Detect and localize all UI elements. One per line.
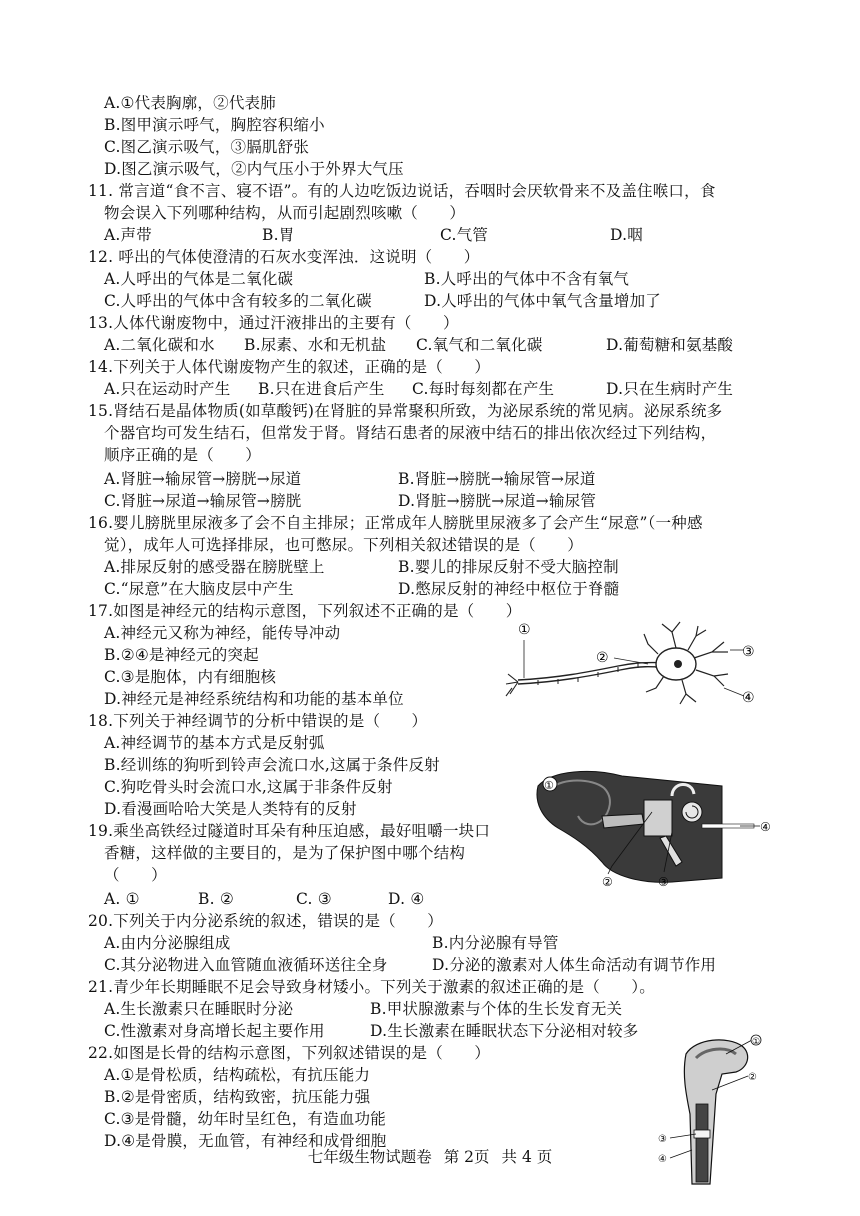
q15-option-c: C.肾脏→尿道→输尿管→膀胱	[104, 492, 302, 510]
q22-option-d: D.④是骨膜，无血管，有神经和成骨细胞	[104, 1132, 387, 1150]
q21-option-c: C.性激素对身高增长起主要作用	[104, 1022, 325, 1040]
q20-option-d: D.分泌的激素对人体生命活动有调节作用	[432, 956, 717, 974]
page-footer	[0, 1146, 860, 1168]
q18-stem: 18.下列关于神经调节的分析中错误的是（ ）	[88, 712, 428, 730]
q16-option-a: A.排尿反射的感受器在膀胱壁上	[104, 558, 325, 576]
q20-option-a: A.由内分泌腺组成	[104, 934, 231, 952]
ear-label-1: ①	[544, 779, 554, 792]
q12-option-a: A.人呼出的气体是二氧化碳	[104, 270, 294, 288]
q11-stem-line2: 物会误入下列哪种结构，从而引起剧烈咳嗽（ ）	[104, 204, 466, 222]
q13-option-d: D.葡萄糖和氨基酸	[606, 336, 734, 354]
q18-option-a: A.神经调节的基本方式是反射弧	[104, 734, 325, 752]
q21-option-a: A.生长激素只在睡眠时分泌	[104, 1000, 294, 1018]
q20-option-b: B.内分泌腺有导管	[432, 934, 559, 952]
q21-stem: 21.青少年长期睡眠不足会导致身材矮小。下列关于激素的叙述正确的是（ ）。	[88, 978, 656, 996]
q11-stem-line1: 11. 常言道“食不言、寝不语”。有的人边吃饭边说话，吞咽时会厌软骨来不及盖住喉口，食	[88, 182, 716, 200]
q14-option-c: C.每时每刻都在产生	[412, 380, 555, 398]
q13-option-a: A.二氧化碳和水	[104, 336, 215, 354]
q15-option-a: A.肾脏→输尿管→膀胱→尿道	[104, 470, 302, 488]
q10-option-a: A.①代表胸廓，②代表肺	[104, 94, 276, 112]
q19-option-d: D. ④	[388, 890, 425, 908]
q15-stem-line3: 顺序正确的是（ ）	[104, 446, 262, 464]
q17-option-d: D.神经元是神经系统结构和功能的基本单位	[104, 690, 404, 708]
ear-label-3: ③	[658, 875, 669, 889]
long-bone-diagram	[656, 1034, 768, 1194]
q22-stem: 22.如图是长骨的结构示意图，下列叙述错误的是（ ）	[88, 1044, 491, 1062]
q11-option-c: C.气管	[440, 226, 489, 244]
q12-stem: 12. 呼出的气体使澄清的石灰水变浑浊．这说明（ ）	[88, 248, 480, 266]
q16-stem-line2: 觉），成年人可选择排尿，也可憋尿。下列相关叙述错误的是（ ）	[104, 536, 583, 554]
q19-option-a: A. ①	[104, 890, 140, 908]
q20-option-c: C.其分泌物进入血管随血液循环送往全身	[104, 956, 388, 974]
q16-option-b: B.婴儿的排尿反射不受大脑控制	[398, 558, 619, 576]
q10-option-c: C.图乙演示吸气，③膈肌舒张	[104, 138, 310, 156]
neuron-label-4: ④	[742, 690, 755, 706]
q13-option-b: B.尿素、水和无机盐	[244, 336, 387, 354]
q14-stem: 14.下列关于人体代谢废物产生的叙述，正确的是（ ）	[88, 358, 491, 376]
q13-option-c: C.氧气和二氧化碳	[416, 336, 543, 354]
q12-option-d: D.人呼出的气体中氧气含量增加了	[424, 292, 662, 310]
bone-label-3: ③	[658, 1134, 667, 1145]
q10-option-b: B.图甲演示呼气，胸腔容积缩小	[104, 116, 325, 134]
neuron-label-3: ③	[742, 644, 755, 660]
q22-option-b: B.②是骨密质，结构致密，抗压能力强	[104, 1088, 371, 1106]
neuron-label-2: ②	[596, 650, 609, 666]
footer-page-number: 第 2页	[443, 1148, 490, 1166]
bone-label-1: ①	[752, 1037, 761, 1047]
ear-diagram	[532, 766, 778, 890]
q22-option-a: A.①是骨松质，结构疏松，有抗压能力	[104, 1066, 371, 1084]
q17-stem: 17.如图是神经元的结构示意图，下列叙述不正确的是（ ）	[88, 602, 522, 620]
q12-option-b: B.人呼出的气体中不含有氧气	[424, 270, 630, 288]
q15-stem-line1: 15.肾结石是晶体物质(如草酸钙)在肾脏的异常聚积所致，为泌尿系统的常见病。泌尿系统多	[88, 402, 723, 420]
q16-option-d: D.憋尿反射的神经中枢位于脊髓	[398, 580, 620, 598]
q16-option-c: C.“尿意”在大脑皮层中产生	[104, 580, 294, 598]
bone-label-4: ④	[658, 1154, 667, 1165]
q17-option-a: A.神经元又称为神经，能传导冲动	[104, 624, 341, 642]
q18-option-b: B.经训练的狗听到铃声会流口水,这属于条件反射	[104, 756, 440, 774]
q17-option-c: C.③是胞体，内有细胞核	[104, 668, 277, 686]
neuron-diagram	[498, 614, 788, 710]
q19-option-b: B. ②	[198, 890, 234, 908]
q14-option-d: D.只在生病时产生	[606, 380, 734, 398]
q16-stem-line1: 16.婴儿膀胱里尿液多了会不自主排尿；正常成年人膀胱里尿液多了会产生“尿意”（一种感	[88, 514, 703, 532]
q19-stem-line2: 香糖，这样做的主要目的，是为了保护图中哪个结构	[104, 844, 466, 862]
q20-stem: 20.下列关于内分泌系统的叙述，错误的是（ ）	[88, 912, 443, 930]
q22-option-c: C.③是骨髓，幼年时呈红色，有造血功能	[104, 1110, 386, 1128]
bone-label-2: ②	[748, 1072, 757, 1083]
q21-option-d: D.生长激素在睡眠状态下分泌相对较多	[370, 1022, 639, 1040]
q15-option-d: D.肾脏→膀胱→尿道→输尿管	[398, 492, 597, 510]
q19-stem-line3: （ ）	[104, 866, 167, 884]
q14-option-b: B.只在进食后产生	[258, 380, 385, 398]
footer-total-pages: 共 4 页	[501, 1148, 553, 1166]
q17-option-b: B.②④是神经元的突起	[104, 646, 259, 664]
q15-stem-line2: 个器官均可发生结石，但常发于肾。肾结石患者的尿液中结石的排出依次经过下列结构，	[104, 424, 717, 442]
ear-label-2: ②	[602, 875, 613, 889]
neuron-label-1: ①	[518, 622, 531, 638]
q13-stem: 13.人体代谢废物中，通过汗液排出的主要有（ ）	[88, 314, 459, 332]
q12-option-c: C.人呼出的气体中含有较多的二氧化碳	[104, 292, 372, 310]
q11-option-d: D.咽	[610, 226, 643, 244]
footer-title: 七年级生物试题卷	[307, 1148, 432, 1166]
q19-option-c: C. ③	[296, 890, 332, 908]
q21-option-b: B.甲状腺激素与个体的生长发育无关	[370, 1000, 623, 1018]
q11-option-a: A.声带	[104, 226, 152, 244]
q14-option-a: A.只在运动时产生	[104, 380, 231, 398]
q10-option-d: D.图乙演示吸气，②内气压小于外界大气压	[104, 160, 404, 178]
q19-stem-line1: 19.乘坐高铁经过隧道时耳朵有种压迫感，最好咀嚼一块口	[88, 822, 491, 840]
ear-label-4: ④	[760, 820, 771, 834]
q15-option-b: B.肾脏→膀胱→输尿管→尿道	[398, 470, 596, 488]
q11-option-b: B.胃	[262, 226, 295, 244]
q18-option-c: C.狗吃骨头时会流口水,这属于非条件反射	[104, 778, 393, 796]
q18-option-d: D.看漫画哈哈大笑是人类特有的反射	[104, 800, 357, 818]
